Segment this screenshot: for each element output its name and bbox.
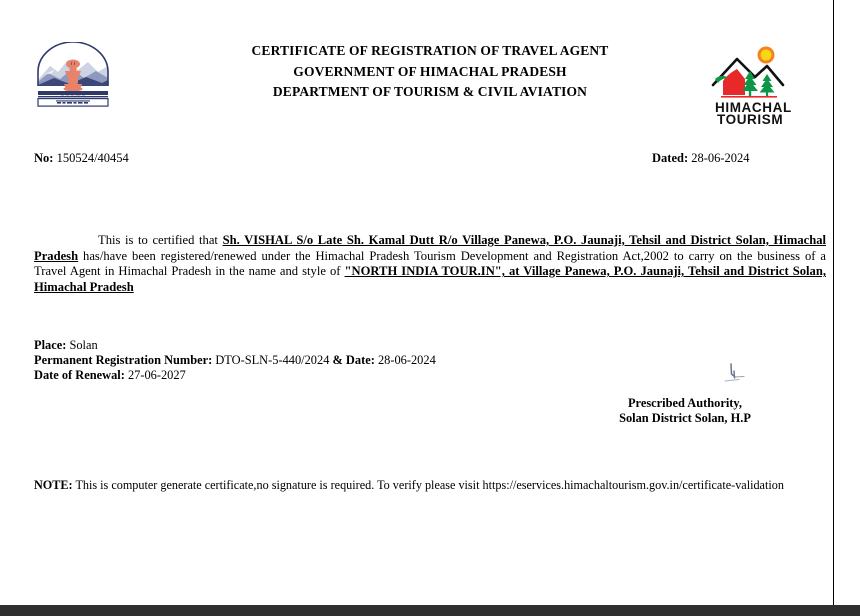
certificate-details xyxy=(34,338,534,382)
certificate-dated-value: 28-06-2024 xyxy=(691,151,750,165)
authority-line-2: Solan District Solan, H.P xyxy=(619,410,751,425)
certification-intro: This is to certified that xyxy=(98,233,218,247)
red-landform xyxy=(723,69,745,95)
certificate-number-value: 150524/40454 xyxy=(56,151,129,165)
business-name: "NORTH INDIA TOUR.IN", at Village Panewa, P.O. Jaunaji, Tehsil and District Solan, Himachal Pradesh xyxy=(34,264,826,294)
logo-text-line1: HIMACHAL xyxy=(715,100,792,115)
note-line xyxy=(34,478,824,493)
note-label: NOTE: xyxy=(34,478,73,492)
certificate-note xyxy=(34,478,824,493)
applicant-name: Sh. VISHAL S/o Late Sh. Kamal Dutt R/o Village Panewa, P.O. Jaunaji, Tehsil and District Solan, Himachal Pradesh xyxy=(34,233,827,263)
sun-inner xyxy=(761,50,772,61)
viewer-bottom-bar xyxy=(0,605,860,616)
handwritten-signature-mark xyxy=(718,362,752,384)
detail-renewal xyxy=(34,368,534,383)
renewal-value: 27-06-2027 xyxy=(127,367,186,382)
registration-label: Permanent Registration Number: xyxy=(34,352,213,367)
place-label: Place: xyxy=(34,338,67,352)
detail-place xyxy=(34,338,534,353)
certificate-meta-row xyxy=(0,151,834,169)
registration-date-value: 28-06-2024 xyxy=(377,352,436,367)
title-line-2: GOVERNMENT OF HIMACHAL PRADESH xyxy=(293,63,567,79)
certificate-number xyxy=(34,151,129,166)
registration-date-label: & Date: xyxy=(332,352,375,367)
certificate-title-block xyxy=(170,41,690,103)
title-line-3: DEPARTMENT OF TOURISM & CIVIL AVIATION xyxy=(272,84,588,99)
himachal-tourism-logo xyxy=(703,44,795,126)
certificate-header xyxy=(0,0,833,130)
place-value: Solan xyxy=(69,338,98,352)
certificate-dated-label: Dated: xyxy=(652,151,689,165)
certificate-body xyxy=(34,233,826,295)
prescribed-authority-block xyxy=(570,396,800,425)
authority-line-1: Prescribed Authority, xyxy=(627,396,743,410)
registration-value: DTO-SLN-5-440/2024 xyxy=(215,352,330,367)
title-line-1: CERTIFICATE OF REGISTRATION OF TRAVEL AGENT xyxy=(251,43,609,58)
logo-text-line2: TOURISM xyxy=(717,112,784,126)
note-text-value: This is computer generate certificate,no signature is required. To verify please visit https://eservices.himachaltourism.gov.in/certificate-validation xyxy=(75,478,784,492)
certificate-number-label: No: xyxy=(34,151,54,165)
detail-registration xyxy=(34,353,534,368)
renewal-label: Date of Renewal: xyxy=(34,367,125,382)
pine-tree-2 xyxy=(760,74,775,97)
certification-middle: has/have been registered/renewed under the Himachal Pradesh Tourism Development and Registration Act,2002 to carry on the business of a Travel Agent in Himachal Pradesh in the name and style of xyxy=(34,248,826,279)
certification-paragraph xyxy=(34,233,826,295)
certificate-dated xyxy=(652,151,750,166)
himachal-pradesh-government-emblem xyxy=(34,42,112,108)
